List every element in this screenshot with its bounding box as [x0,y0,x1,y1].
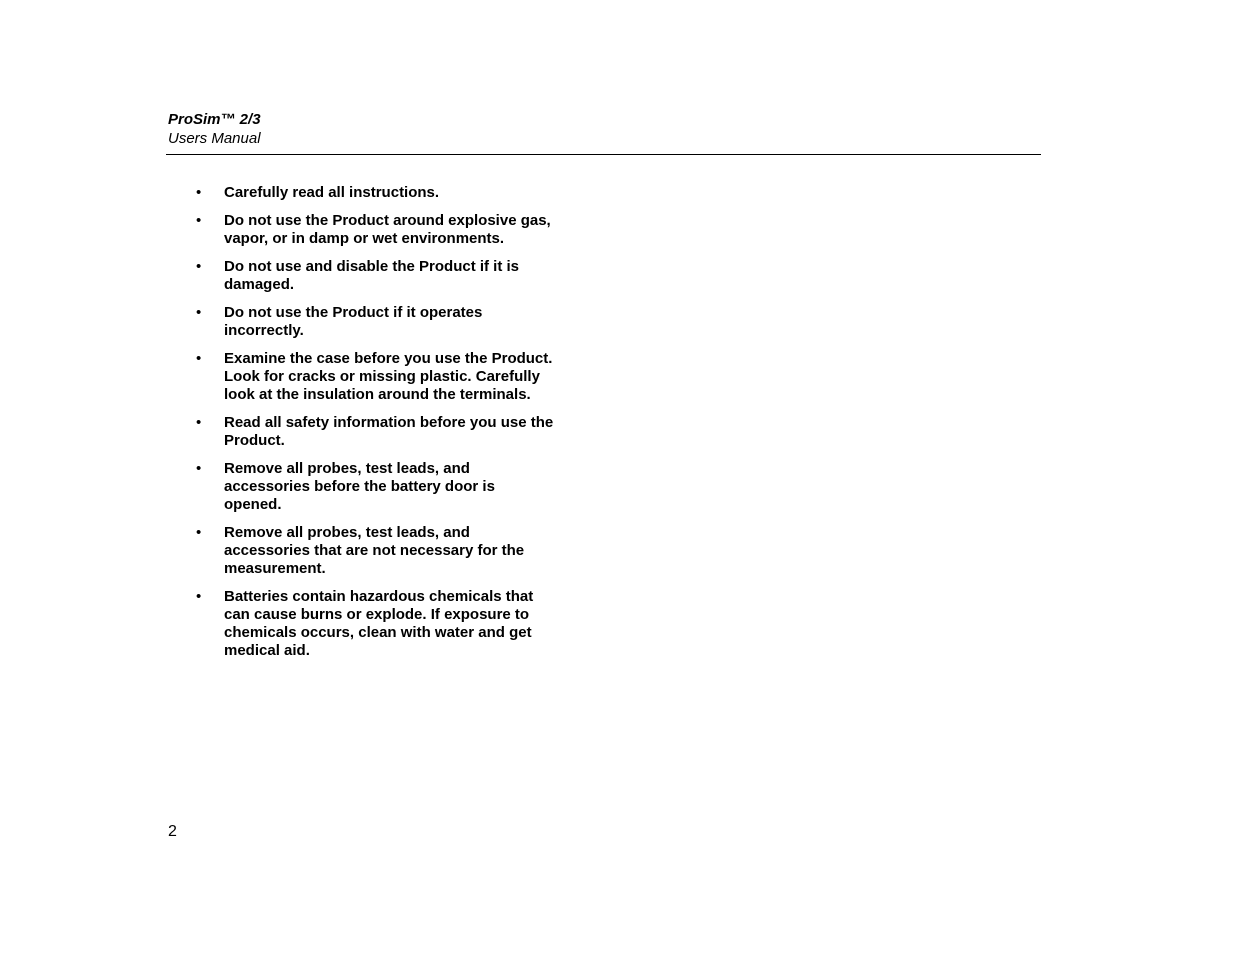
list-item-text: Carefully read all instructions. [224,184,440,201]
bullet-icon: • [196,350,202,367]
list-item [196,588,556,660]
list-item-text: Do not use the Product around explosive gas, vapor, or in damp or wet environments. [224,212,551,247]
bullet-icon: • [196,184,202,201]
list-item-text: Batteries contain hazardous chemicals that can cause burns or explode. If exposure to chemicals occurs, clean with water and get medical aid. [224,588,534,659]
list-item-text: Examine the case before you use the Product. Look for cracks or missing plastic. Carefully look at the insulation around the terminals. [224,350,553,403]
bullet-icon: • [196,588,202,605]
list-item [196,212,556,248]
header-divider [166,154,1041,155]
list-item [196,184,556,202]
list-item [196,414,556,450]
bullet-icon: • [196,414,202,431]
list-item-text: Do not use the Product if it operates incorrectly. [224,304,483,339]
bullet-icon: • [196,258,202,275]
page-number: 2 [168,823,177,840]
bullet-icon: • [196,524,202,541]
list-item [196,460,556,514]
list-item-text: Do not use and disable the Product if it is damaged. [224,258,520,293]
list-item-text: Read all safety information before you use the Product. [224,414,554,449]
document-subtitle: Users Manual [168,130,261,147]
running-header [168,111,1042,148]
bullet-icon: • [196,212,202,229]
bullet-icon: • [196,460,202,477]
bullet-icon: • [196,304,202,321]
list-item [196,524,556,578]
list-item-text: Remove all probes, test leads, and accessories that are not necessary for the measurement. [224,524,525,577]
safety-instructions-list [196,184,556,670]
document-title: ProSim™ 2/3 [168,111,261,128]
list-item [196,258,556,294]
list-item [196,304,556,340]
list-item [196,350,556,404]
list-item-text: Remove all probes, test leads, and accessories before the battery door is opened. [224,460,495,513]
